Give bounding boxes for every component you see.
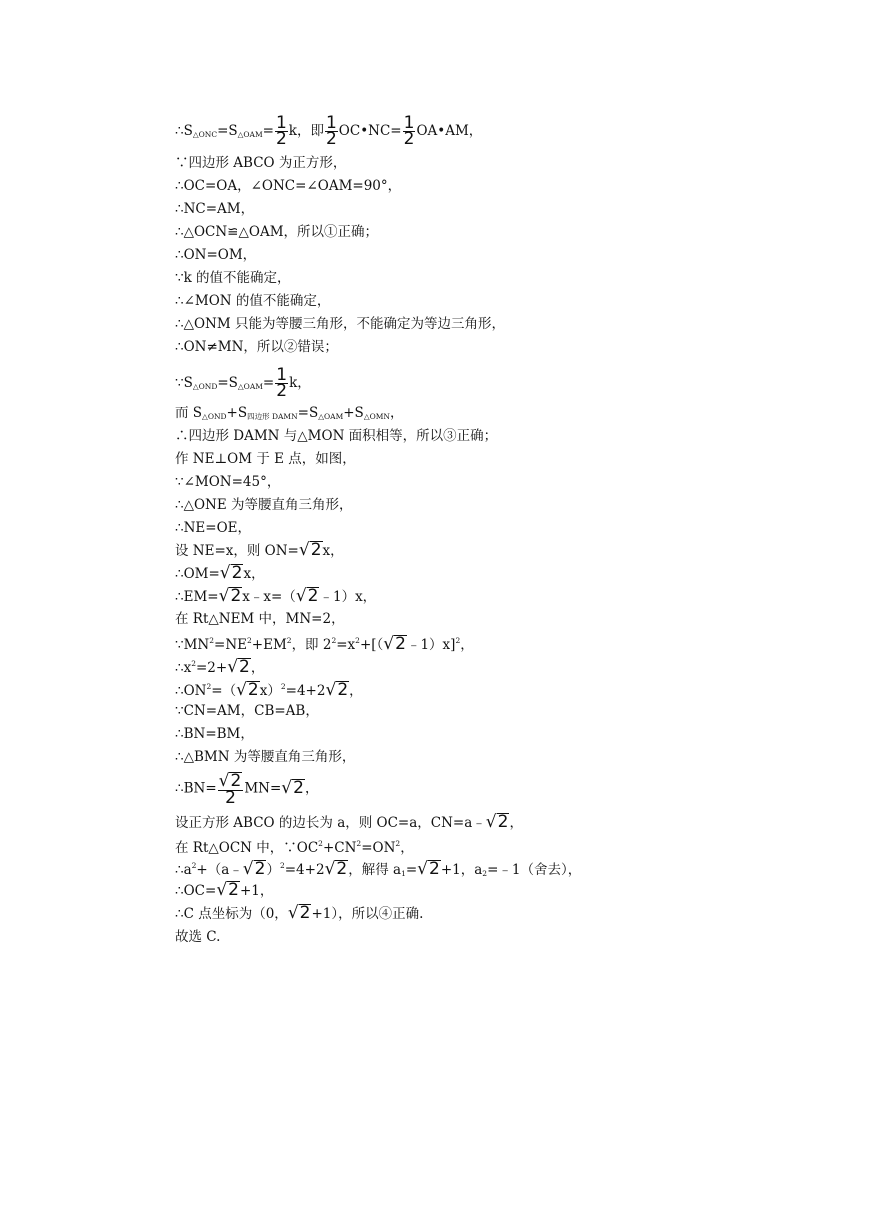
line-area-sum: 而 $S_{\triangle OND}+S_{四边形 DAMN}=S_{\triangle OAM}+S_{\triangle OMN}$， [175,405,404,421]
line-c-coordinates: ∴C 点坐标为（0，√2+1），所以④正确. [175,903,424,923]
line-bn-value: ∴BN= $\frac{√2}{2}$ MN=√2， [175,771,319,808]
line-om: ∴OM=√2x， [175,563,265,583]
line-oc-value: ∴OC=√2+1， [175,880,274,900]
line-solve-a: $\therefore a^2+(a﹣√2)^2=4+2√2$，解得 $a_1=√2+1$，$a_2=﹣1$（舍去）， [175,859,582,879]
sqrt: √2 [287,903,311,923]
line-k-undetermined: ∵k 的值不能确定， [175,270,291,286]
sqrt: √2 [325,680,349,700]
line-oc-oa: ∴OC=OA，∠ONC=∠OAM=90°， [175,178,402,194]
line-em: ∴EM=√2x﹣x=（√2﹣1）x， [175,586,377,606]
line-on-om: ∴ON=OM， [175,247,257,263]
line-rt-ocn: 在 Rt△OCN 中，$\because OC^2+CN^2=ON^2$， [175,839,414,856]
fraction: $\frac{√2}{2}$ [218,771,242,808]
line-congruent: ∴△OCN≌△OAM，所以①正确； [175,224,379,240]
sqrt: √2 [281,777,304,798]
line-nc-am: ∴NC=AM， [175,201,255,217]
line-isosceles: ∴△ONM 只能为等腰三角形，不能确定为等边三角形， [175,316,505,332]
line-angle-45: ∵∠MON=45°， [175,474,281,490]
line-bmn-isosceles: ∴△BMN 为等腰直角三角形， [175,749,356,765]
fraction: $\frac{1}{2}$ [403,113,415,149]
sqrt: √2 [298,540,322,560]
line-area-equality: $\therefore S_{\triangle ONC}=S_{\triangle OAM}=$ $\frac{1}{2}$ k，即 $\frac{1}{2}$ OC•NC= $\frac{1}{2}$ OA•AM， [175,113,483,149]
line-square: ∵四边形 ABCO 为正方形， [175,155,347,171]
sqrt: √2 [218,586,242,606]
sqrt: √2 [219,563,243,583]
line-answer: 故选 C. [175,929,221,945]
fraction: $\frac{1}{2}$ [276,365,288,401]
sqrt: √2 [216,880,239,900]
line-rt-nem: 在 Rt△NEM 中，MN=2， [175,611,345,627]
line-statement-3-correct: ∴四边形 DAMN 与△MON 面积相等，所以③正确； [175,428,498,444]
sqrt: √2 [236,680,259,700]
sqrt: √2 [417,859,440,879]
line-construct-ne: 作 NE⊥OM 于 E 点，如图， [175,451,356,467]
line-side-a: 设正方形 ABCO 的边长为 a，则 OC=a，CN=a﹣√2， [175,812,523,832]
sqrt: √2 [218,771,242,791]
fraction: $\frac{1}{2}$ [275,113,287,149]
sqrt: √2 [383,634,406,654]
line-set-ne: 设 NE=x，则 ON=√2x， [175,540,344,560]
sqrt: √2 [227,657,250,677]
sqrt: √2 [295,586,319,606]
sqrt: √2 [324,859,348,879]
line-right-isosceles: ∴△ONE 为等腰直角三角形， [175,497,353,513]
sqrt: √2 [485,812,509,832]
fraction: $\frac{1}{2}$ [325,113,337,149]
line-ne-oe: ∴NE=OE， [175,520,251,536]
line-on-squared: $\therefore ON^2=(√2x)^2=4+2√2$， [175,680,363,700]
line-angle-undetermined: ∴∠MON 的值不能确定， [175,293,331,309]
line-x-squared: $\therefore x^2=2+√2$， [175,657,265,677]
line-area-ond: $\because S_{\triangle OND}=S_{\triangle OAM}=$ $\frac{1}{2}$ k， [175,365,311,401]
line-pythagoras-mn: $\because MN^2=NE^2+EM^2$，即 $2^2=x^2+[(√2﹣1)x]^2$， [175,634,474,654]
sqrt: √2 [242,859,266,879]
line-bn-bm: ∴BN=BM， [175,726,254,742]
line-statement-2-wrong: ∴ON≠MN，所以②错误； [175,339,338,355]
line-cn-am: ∵CN=AM，CB=AB， [175,703,319,719]
